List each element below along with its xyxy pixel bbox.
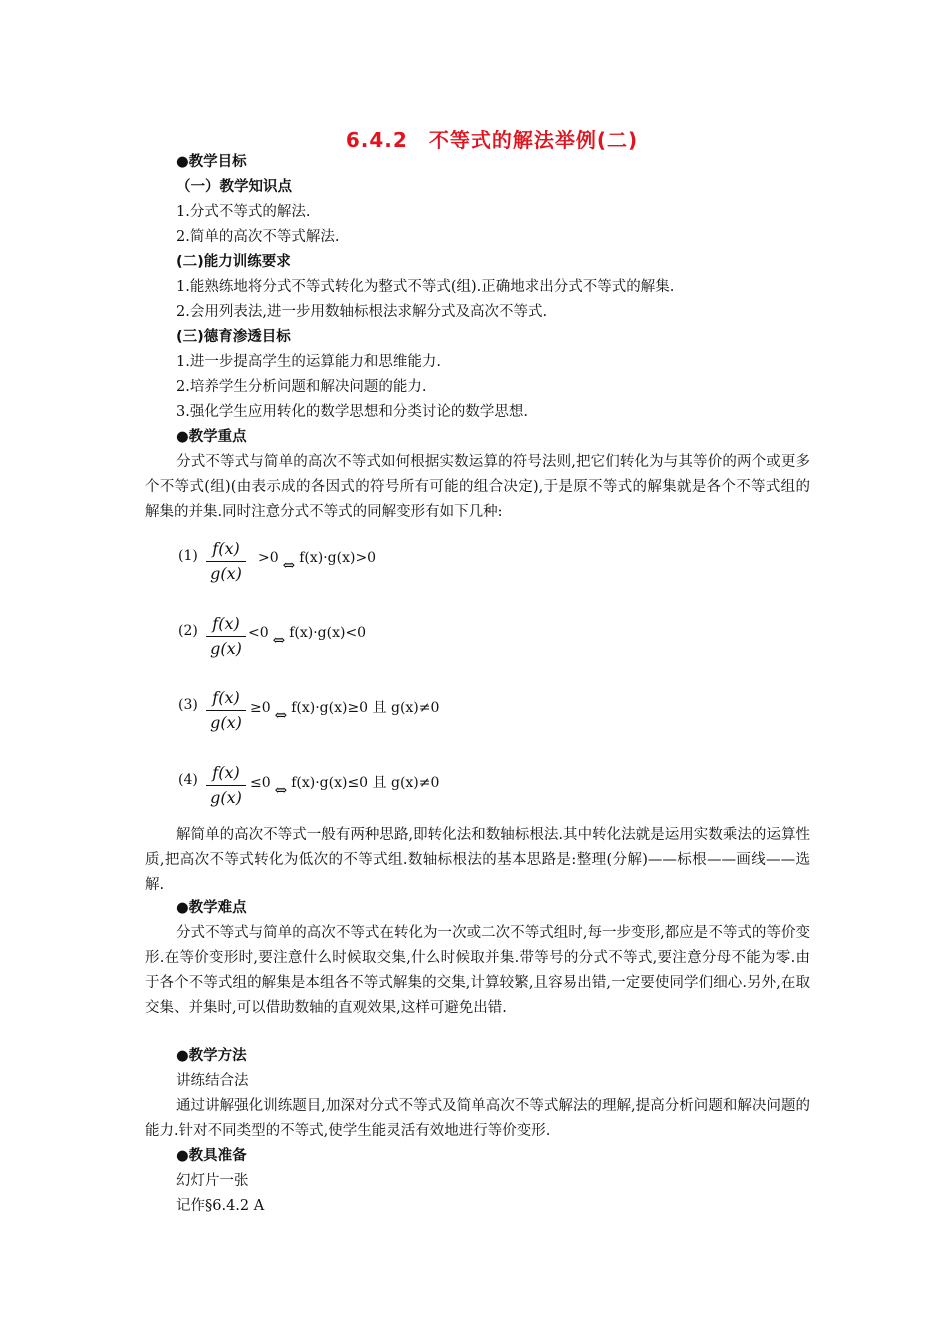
fraction	[206, 687, 246, 735]
iff-symbol: ⇔	[272, 631, 286, 649]
denominator: g(x)	[210, 713, 242, 732]
ability-item: 2.会用列表法,进一步用数轴标根法求解分式及高次不等式.	[176, 304, 548, 320]
rhs: f(x)·g(x)<0	[289, 625, 367, 641]
key-text: 分式不等式与简单的高次不等式如何根据实数运算的符号法则,把它们转化为与其等价的两个或更多个不等式(组)(由表示成的各因式的符号所有可能的组合决定),于是原不等式的解集就是各个不等式组的解集的并集.同时注意分式不等式的同解变形有如下几种:	[145, 454, 810, 520]
moral-item: 3.强化学生应用转化的数学思想和分类讨论的数学思想.	[176, 404, 528, 420]
iff-symbol: ⇔	[274, 706, 288, 724]
denominator: g(x)	[210, 639, 242, 658]
knowledge-item: 1.分式不等式的解法.	[176, 204, 311, 220]
formula-number: (4)	[178, 772, 198, 788]
rhs: f(x)·g(x)≥0 且 g(x)≠0	[291, 700, 440, 716]
goals-heading: ●教学目标	[176, 154, 247, 170]
fraction	[206, 762, 246, 810]
relation: >0	[258, 550, 279, 566]
moral-item: 2.培养学生分析问题和解决问题的能力.	[176, 379, 427, 395]
teaching-method-name: 讲练结合法	[176, 1073, 249, 1089]
moral-item: 1.进一步提高学生的运算能力和思维能力.	[176, 354, 441, 370]
denominator: g(x)	[210, 564, 242, 583]
numerator: f(x)	[206, 613, 246, 637]
numerator: f(x)	[206, 687, 246, 711]
tools-heading: ●教具准备	[176, 1148, 247, 1164]
formula-number: (2)	[178, 623, 198, 639]
difficulty-heading: ●教学难点	[176, 900, 247, 916]
relation: <0	[248, 625, 269, 641]
denominator: g(x)	[210, 788, 242, 807]
page-title: 6.4.2 不等式的解法举例(二)	[345, 128, 639, 152]
iff-symbol: ⇔	[274, 781, 288, 799]
relation: ≤0	[250, 775, 271, 791]
key-heading: ●教学重点	[176, 429, 247, 445]
method-text: 解简单的高次不等式一般有两种思路,即转化法和数轴标根法.其中转化法就是运用实数乘法的运算性质,把高次不等式转化为低次的不等式组.数轴标根法的基本思路是:整理(分解)——标根——画线——选解.	[145, 827, 810, 893]
difficulty-paragraph	[145, 921, 810, 1021]
teaching-method-text: 通过讲解强化训练题目,加深对分式不等式及简单高次不等式解法的理解,提高分析问题和解决问题的能力.针对不同类型的不等式,使学生能灵活有效地进行等价变形.	[145, 1098, 810, 1139]
difficulty-text: 分式不等式与简单的高次不等式在转化为一次或二次不等式组时,每一步变形,都应是不等式的等价变形.在等价变形时,要注意什么时候取交集,什么时候取并集.带等号的分式不等式,要注意分母不能为零.由于各个不等式组的解集是本组各不等式解集的交集,计算较繁,且容易出错,一定要使同学们细心.另外,在取交集、并集时,可以借助数轴的直观效果,这样可避免出错.	[145, 925, 810, 1016]
ability-item: 1.能熟练地将分式不等式转化为整式不等式(组).正确地求出分式不等式的解集.	[176, 279, 675, 295]
fraction	[206, 613, 246, 661]
relation: ≥0	[250, 700, 271, 716]
formula-number: (1)	[178, 548, 198, 564]
fraction	[206, 538, 246, 586]
teaching-method-heading: ●教学方法	[176, 1048, 247, 1064]
teaching-method-paragraph	[145, 1094, 810, 1144]
formula-number: (3)	[178, 697, 198, 713]
key-paragraph	[145, 450, 810, 525]
tools-item: 幻灯片一张	[176, 1173, 249, 1189]
method-paragraph	[145, 823, 810, 898]
knowledge-item: 2.简单的高次不等式解法.	[176, 229, 340, 245]
ability-heading: (二)能力训练要求	[176, 254, 291, 270]
iff-symbol: ⇔	[282, 556, 296, 574]
numerator: f(x)	[206, 538, 246, 562]
knowledge-heading: （一）教学知识点	[176, 179, 292, 195]
rhs: f(x)·g(x)>0	[299, 550, 377, 566]
tools-item: 记作§6.4.2 A	[176, 1198, 265, 1214]
numerator: f(x)	[206, 762, 246, 786]
rhs: f(x)·g(x)≤0 且 g(x)≠0	[291, 775, 440, 791]
moral-heading: (三)德育渗透目标	[176, 329, 291, 345]
